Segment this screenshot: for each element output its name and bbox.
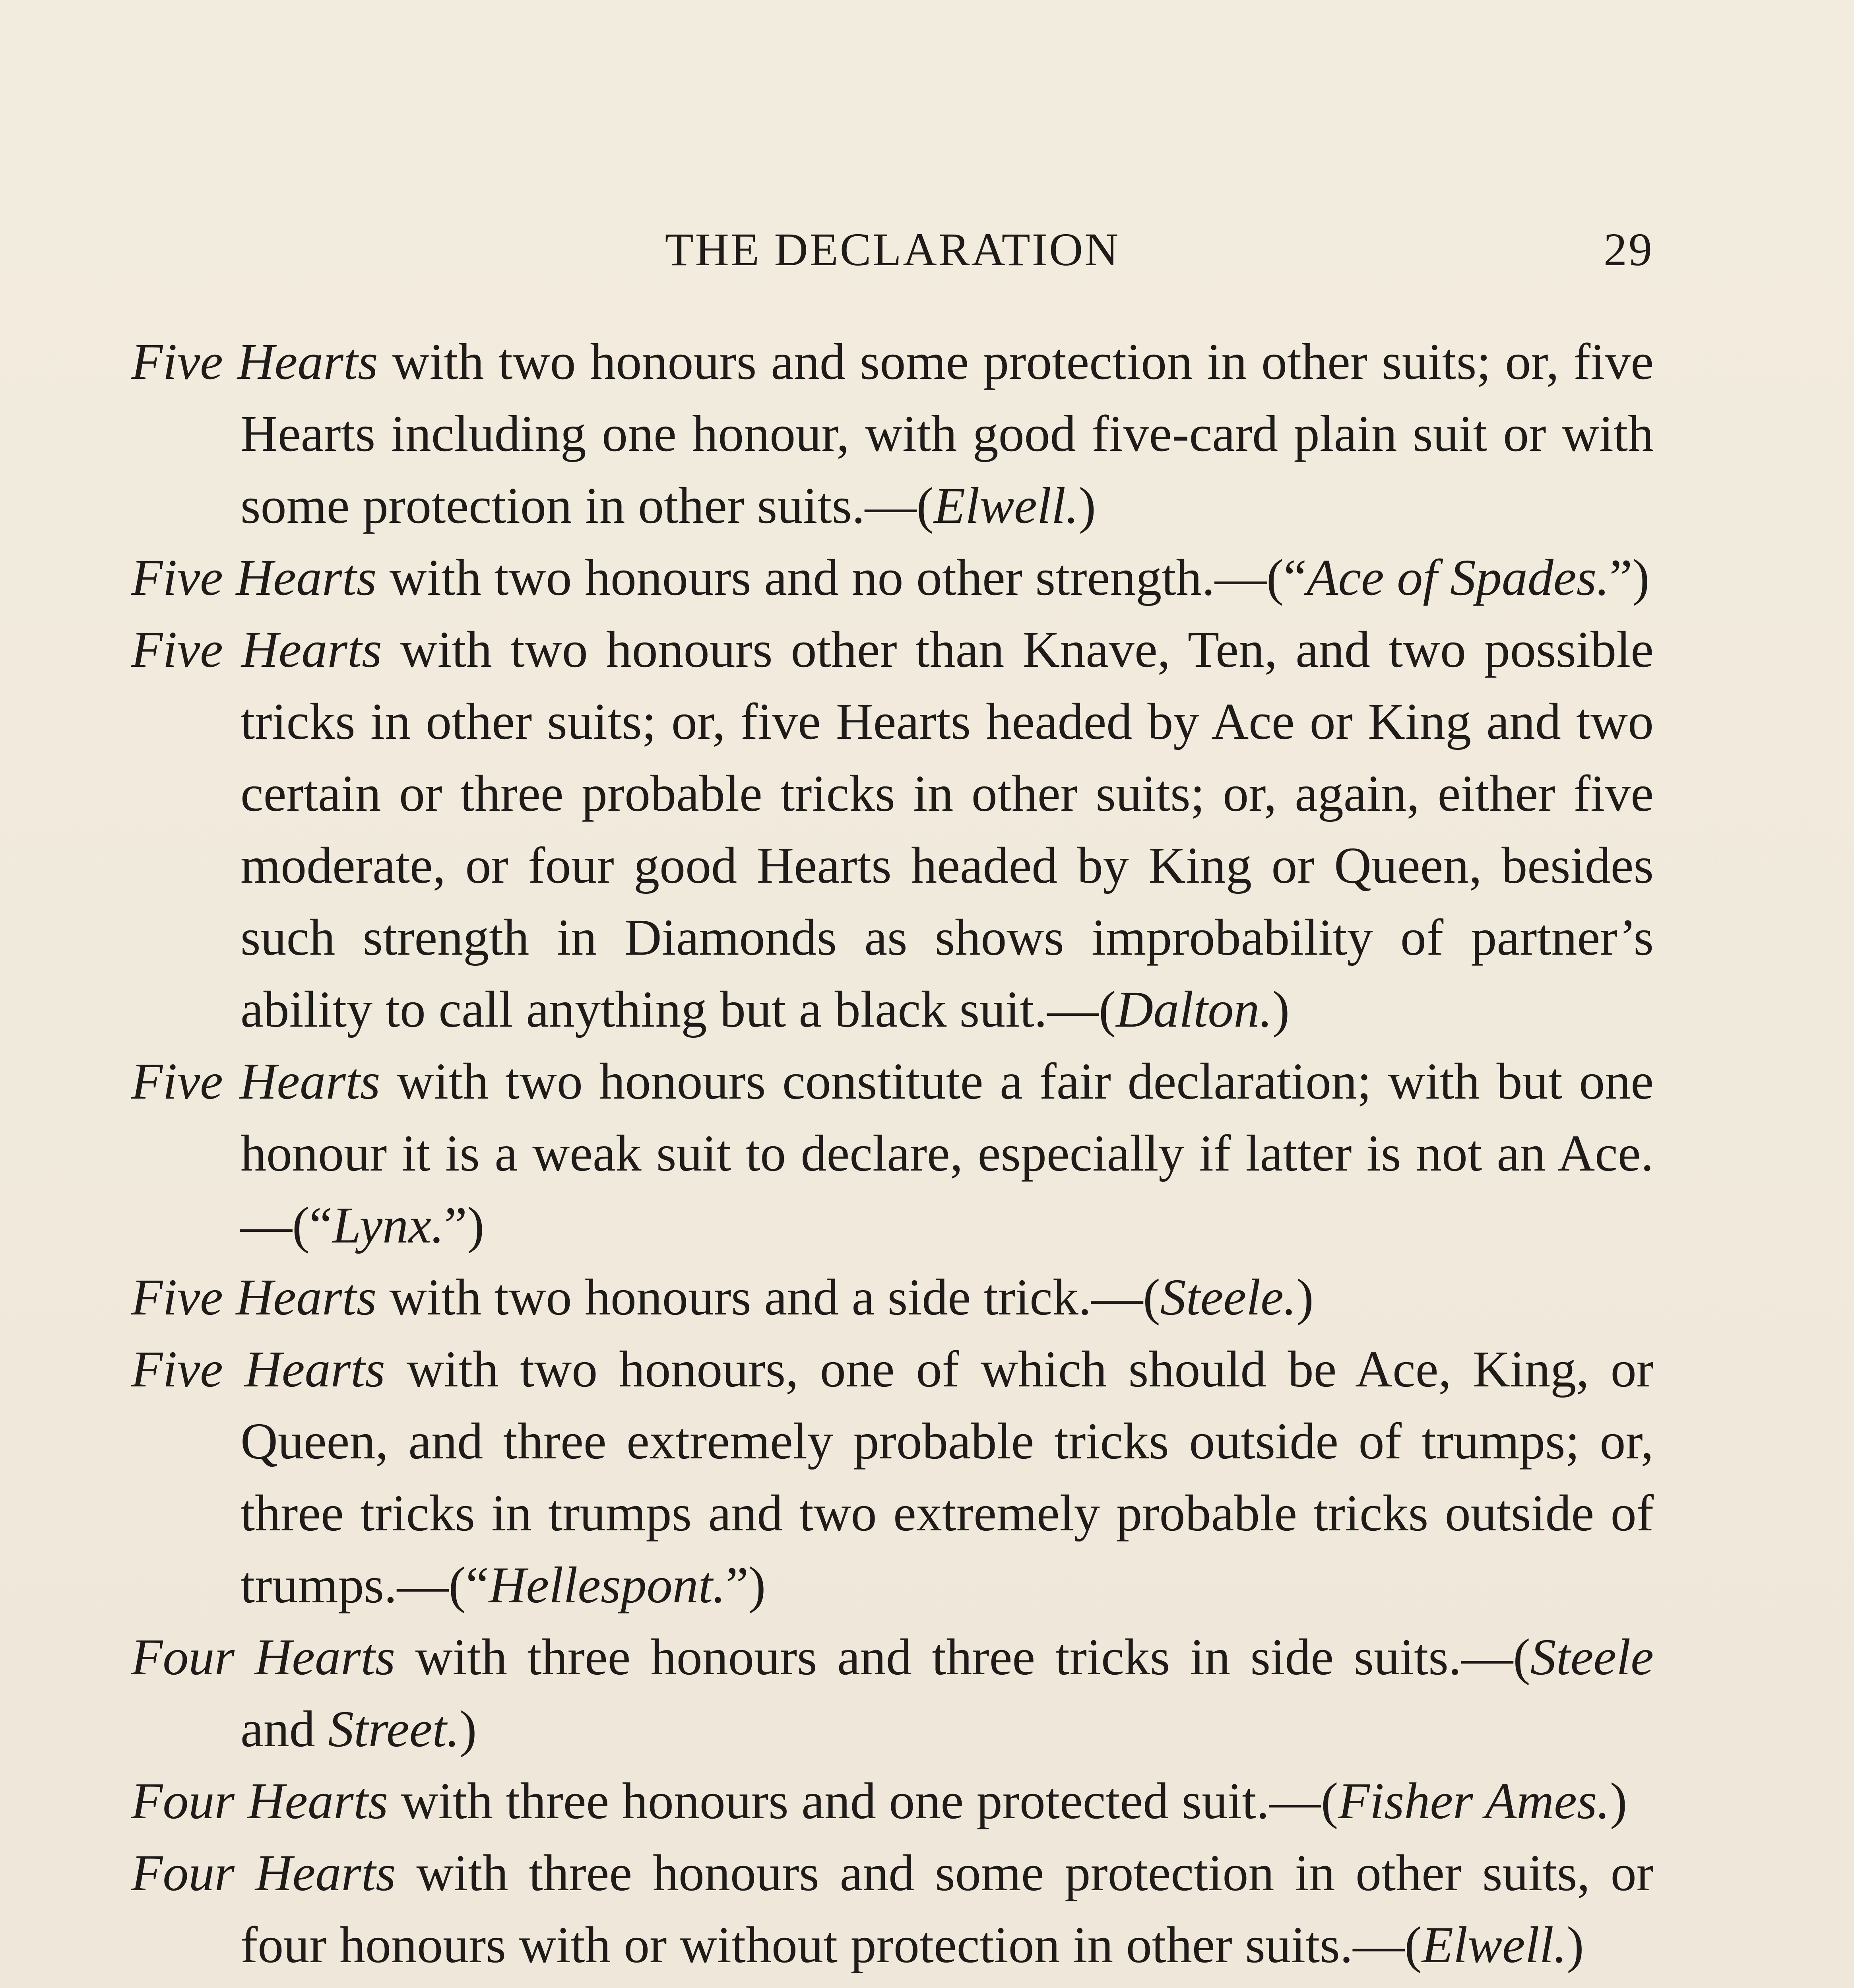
entry-source: Ace of Spades.: [1306, 549, 1610, 606]
entry-source: Dalton.: [1116, 981, 1272, 1038]
entry-lead: Five Hearts: [131, 1053, 380, 1110]
body-text: [131, 326, 1654, 1988]
entry-mid: and: [240, 1701, 328, 1758]
entry-tail: ): [1567, 1916, 1584, 1974]
entry-text: with three honours and three tricks in side suits.—(: [395, 1629, 1530, 1686]
entry-tail: ): [1078, 477, 1096, 534]
entry-tail: ”): [1609, 549, 1650, 606]
declaration-entry: [131, 1981, 1654, 1988]
entry-text: with three honours and some protection in other suits, or four honours with or without protection in other suits.—(: [240, 1844, 1654, 1974]
entry-lead: Five Hearts: [131, 1269, 377, 1326]
entry-text: with three honours and one protected suit.—(: [388, 1773, 1338, 1830]
entry-tail: ): [1296, 1269, 1314, 1326]
running-head: [131, 223, 1654, 274]
page-number: 29: [1604, 223, 1654, 276]
declaration-entry: [131, 326, 1654, 542]
entry-text: with two honours and no other strength.—(“: [376, 549, 1307, 606]
entry-lead: Four Hearts: [131, 1629, 396, 1686]
entry-lead: Five Hearts: [131, 333, 378, 390]
entry-tail: ”): [725, 1557, 766, 1614]
declaration-entry: [131, 1334, 1654, 1621]
entry-source: Hellespont.: [489, 1557, 726, 1614]
entry-lead: Five Hearts: [131, 549, 377, 606]
entry-text: with two honours and some protection in other suits; or, five Hearts including one honour, with good five-card plain suit or with some protection in other suits.—(: [240, 333, 1654, 534]
entry-source: Steele: [1530, 1629, 1654, 1686]
entry-source: Fisher Ames.: [1338, 1773, 1610, 1830]
entry-text: with two honours other than Knave, Ten, and two possible tricks in other suits; or, five Hearts headed by Ace or King and two certain or three probable tricks in other suits; or, again, either five moderate, or four good Hearts headed by King or Queen, besides such strength in Diamonds as shows improbability of partner’s ability to call anything but a black suit.—(: [240, 621, 1654, 1038]
declaration-entry: [131, 1621, 1654, 1765]
declaration-entry: [131, 1262, 1654, 1334]
entry-source: Elwell.: [1422, 1916, 1567, 1974]
entry-text: with two honours and a side trick.—(: [376, 1269, 1160, 1326]
entry-lead: Four Hearts: [131, 1844, 396, 1902]
entry-tail: ): [1272, 981, 1290, 1038]
entry-source: Lynx.: [332, 1197, 444, 1254]
entry-source: Elwell.: [933, 477, 1079, 534]
declaration-entry: [131, 542, 1654, 614]
entry-text: with two honours, one of which should be Ace, King, or Queen, and three extremely probable tricks outside of trumps; or, three tricks in trumps and two extremely probable tricks outside of trumps.—(“: [240, 1341, 1654, 1614]
declaration-entry: [131, 1837, 1654, 1981]
entry-lead: Four Hearts: [131, 1773, 388, 1830]
entry-source-second: Street.: [328, 1701, 460, 1758]
entry-source: Steele.: [1160, 1269, 1297, 1326]
declaration-entry: [131, 1765, 1654, 1837]
declaration-entry: [131, 1046, 1654, 1262]
declaration-entry: [131, 614, 1654, 1046]
entry-tail: ): [1610, 1773, 1627, 1830]
entry-lead: Five Hearts: [131, 1341, 385, 1398]
entry-tail: ): [460, 1701, 477, 1758]
entry-tail: ”): [444, 1197, 485, 1254]
entry-lead: Five Hearts: [131, 621, 382, 678]
entry-text: with two honours constitute a fair declaration; with but one honour it is a weak suit to declare, especially if latter is not an Ace.—(“: [240, 1053, 1654, 1254]
chapter-title: THE DECLARATION: [665, 223, 1120, 276]
